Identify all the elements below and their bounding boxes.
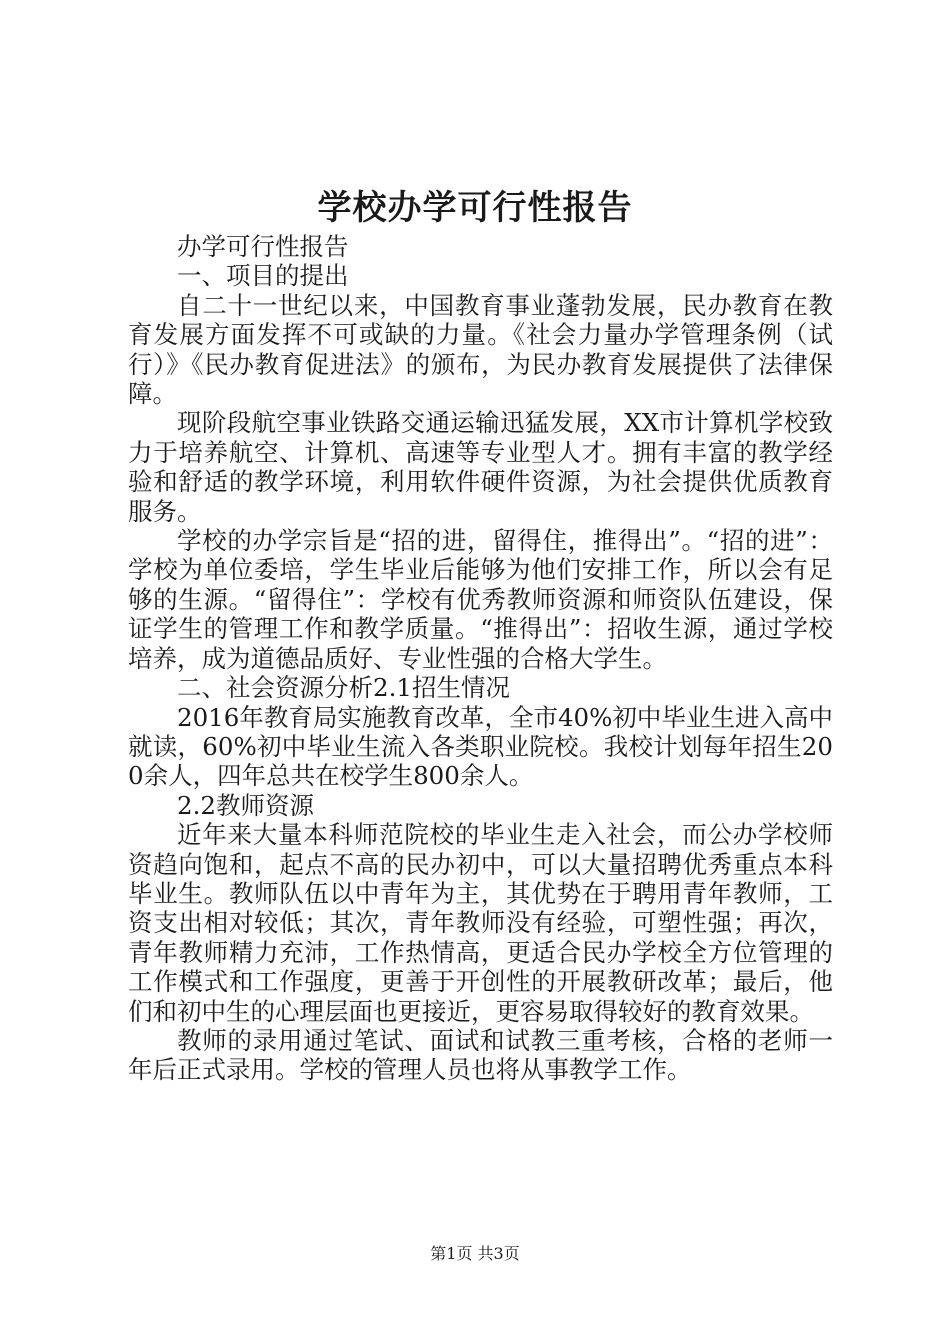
paragraph: 近年来大量本科师范院校的毕业生走入社会，而公办学校师资趋向饱和，起点不高的民办初中，可以大量招聘优秀重点本科毕业生。教师队伍以中青年为主，其优势在于聘用青年教师，工资支出相对较低；其次，青年教师没有经验，可塑性强；再次，青年教师精力充沛，工作热情高，更适合民办学校全方位管理的工作模式和工作强度，更善于开创性的开展教研改革；最后，他们和初中生的心理层面也更接近，更容易取得较好的教育效果。 <box>128 820 833 1026</box>
page-footer <box>0 1244 950 1264</box>
paragraph: 自二十一世纪以来，中国教育事业蓬勃发展，民办教育在教育发展方面发挥不可或缺的力量。《社会力量办学管理条例（试行）》《民办教育促进法》的颁布，为民办教育发展提供了法律保障。 <box>128 290 833 409</box>
paragraph-heading-2: 二、社会资源分析2.1招生情况 <box>177 673 510 703</box>
paragraph: 学校的办学宗旨是“招的进，留得住，推得出”。“招的进”：学校为单位委培，学生毕业后能够为他们安排工作，所以会有足够的生源。“留得住”：学校有优秀教师资源和师资队伍建设，保证学生的管理工作和教学质量。“推得出”：招收生源，通过学校培养，成为道德品质好、专业性强的合格大学生。 <box>128 526 833 673</box>
paragraph: 2016年教育局实施教育改革，全市40%初中毕业生进入高中就读，60%初中毕业生流入各类职业院校。我校计划每年招生200余人，四年总共在校学生800余人。 <box>128 702 833 791</box>
paragraph: 教师的录用通过笔试、面试和试教三重考核，合格的老师一年后正式录用。学校的管理人员也将从事教学工作。 <box>128 1025 833 1085</box>
paragraph-heading-2-2: 2.2教师资源 <box>177 790 314 820</box>
page-total: 共3页 <box>477 1244 520 1263</box>
paragraph-subtitle: 办学可行性报告 <box>177 232 349 261</box>
document-title: 学校办学可行性报告 <box>317 188 633 228</box>
paragraph: 现阶段航空事业铁路交通运输迅猛发展，XX市计算机学校致力于培养航空、计算机、高速等专业型人才。拥有丰富的教学经验和舒适的教学环境，利用软件硬件资源，为社会提供优质教育服务。 <box>128 408 833 526</box>
document-body <box>128 232 833 1085</box>
paragraph-heading-1: 一、项目的提出 <box>177 261 349 291</box>
page-number: 第1页 <box>430 1244 473 1263</box>
